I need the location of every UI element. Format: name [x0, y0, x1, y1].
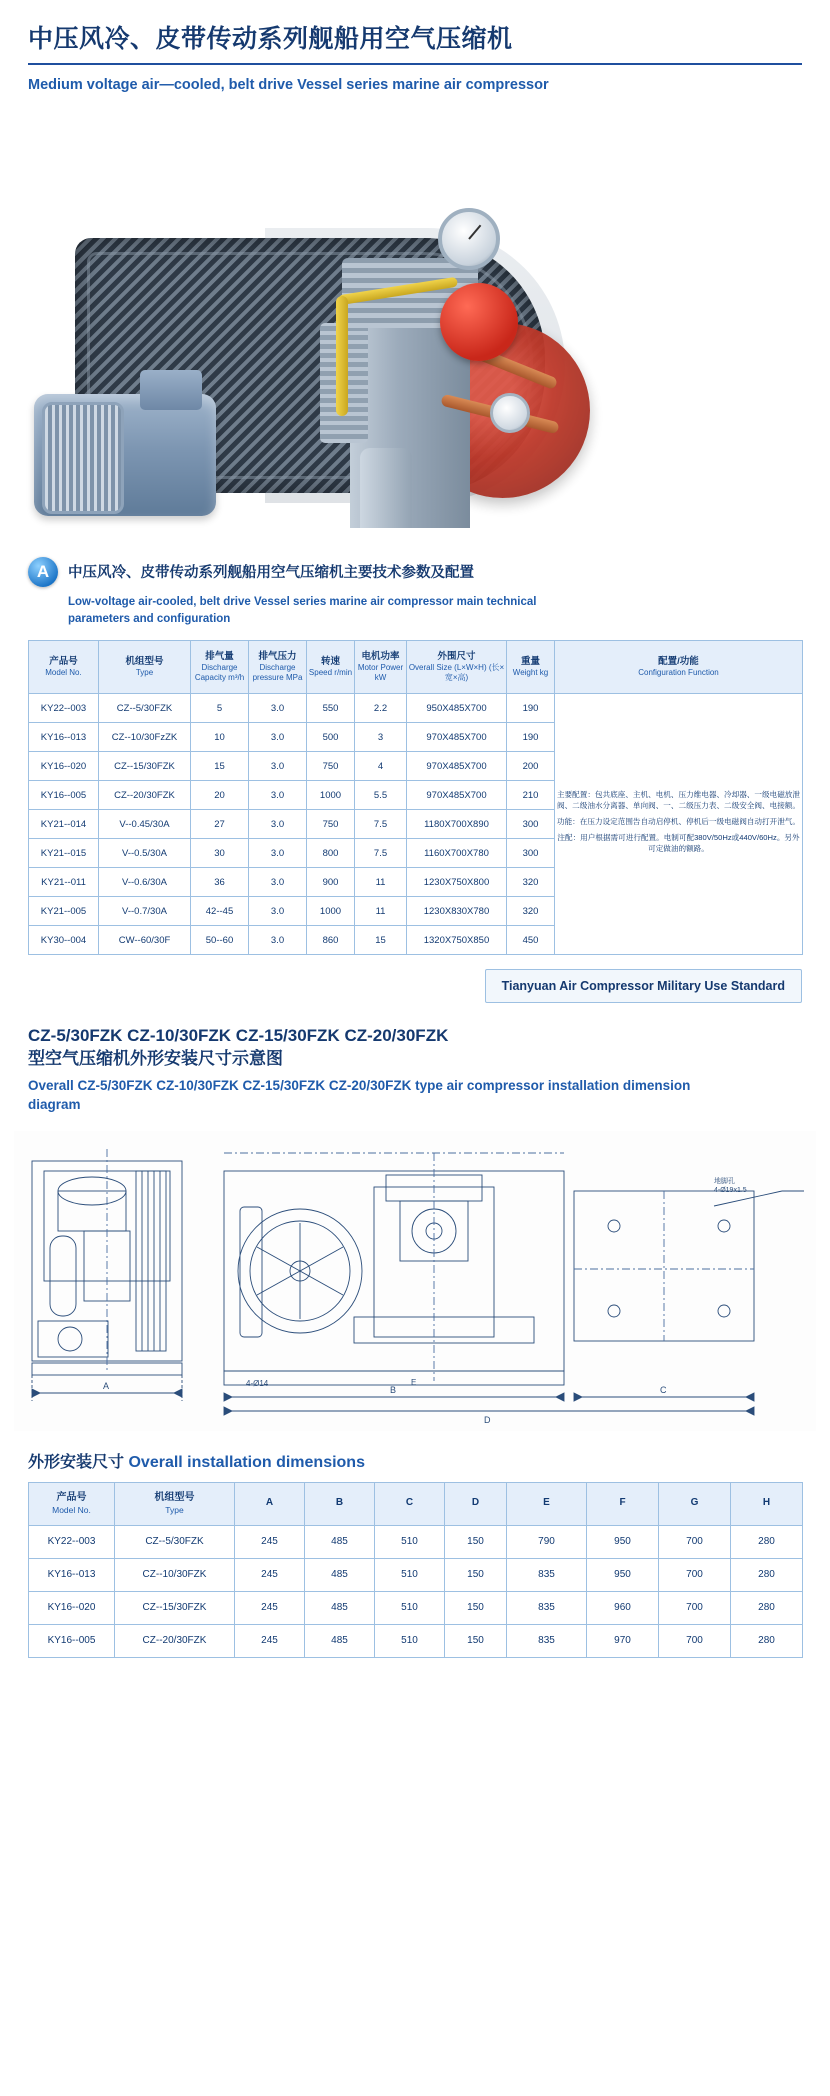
cell-d: 150	[445, 1591, 507, 1624]
cell-size: 970X485X700	[407, 752, 507, 781]
yellow-pipe-vertical	[336, 296, 348, 416]
cell-speed: 550	[307, 694, 355, 723]
cell-c: 510	[375, 1591, 445, 1624]
cell-speed: 500	[307, 723, 355, 752]
cell-power: 5.5	[355, 781, 407, 810]
table-row	[29, 1525, 803, 1558]
cell-pressure: 3.0	[249, 694, 307, 723]
dim-col-b: B	[305, 1482, 375, 1525]
dim-col-model-no: 产品号 Model No.	[29, 1482, 115, 1525]
section-badge-a: A	[28, 557, 58, 587]
cell-capacity: 50--60	[191, 926, 249, 955]
cell-configuration	[555, 694, 803, 955]
military-standard-badge: Tianyuan Air Compressor Military Use Standard	[485, 969, 802, 1003]
cell-h: 280	[731, 1525, 803, 1558]
cell-power: 2.2	[355, 694, 407, 723]
cell-type: CZ--15/30FZK	[115, 1591, 235, 1624]
cell-type: CZ--20/30FZK	[99, 781, 191, 810]
cell-size: 970X485X700	[407, 723, 507, 752]
cell-h: 280	[731, 1624, 803, 1657]
cell-size: 1160X700X780	[407, 839, 507, 868]
cell-model: KY16--013	[29, 723, 99, 752]
dim-col-a: A	[235, 1482, 305, 1525]
cell-d: 150	[445, 1624, 507, 1657]
cell-capacity: 20	[191, 781, 249, 810]
cell-weight: 320	[507, 897, 555, 926]
cell-d: 150	[445, 1558, 507, 1591]
cell-weight: 190	[507, 723, 555, 752]
cell-model: KY21--014	[29, 810, 99, 839]
cell-f: 960	[587, 1591, 659, 1624]
section-b-title-en: Overall CZ-5/30FZK CZ-10/30FZK CZ-15/30FZK CZ-20/30FZK type air compressor installation dimension diagram	[28, 1077, 691, 1112]
cell-model: KY21--015	[29, 839, 99, 868]
cell-weight: 450	[507, 926, 555, 955]
cell-a: 245	[235, 1558, 305, 1591]
col-discharge-capacity: 排气量 Discharge Capacity m³/h	[191, 641, 249, 694]
cell-speed: 900	[307, 868, 355, 897]
dim-label-anchor-spec: 4-Ø19x1.5	[714, 1186, 747, 1194]
cell-speed: 860	[307, 926, 355, 955]
cell-capacity: 30	[191, 839, 249, 868]
cell-size: 1320X750X850	[407, 926, 507, 955]
cell-a: 245	[235, 1591, 305, 1624]
cell-power: 11	[355, 868, 407, 897]
cell-model: KY22--003	[29, 1525, 115, 1558]
col-discharge-pressure: 排气压力 Discharge pressure MPa	[249, 641, 307, 694]
cell-model: KY21--005	[29, 897, 99, 926]
section-b-title-line1: CZ-5/30FZK CZ-10/30FZK CZ-15/30FZK CZ-20/30FZK	[28, 1026, 449, 1046]
dim-col-type: 机组型号 Type	[115, 1482, 235, 1525]
cell-power: 15	[355, 926, 407, 955]
section-a-title-en: Low-voltage air-cooled, belt drive Vessel series marine air compressor main technical parameters and configuration	[68, 595, 537, 625]
cell-c: 510	[375, 1558, 445, 1591]
cell-capacity: 15	[191, 752, 249, 781]
cell-speed: 1000	[307, 781, 355, 810]
cell-size: 1230X830X780	[407, 897, 507, 926]
cell-weight: 320	[507, 868, 555, 897]
dim-label-b: B	[390, 1384, 397, 1395]
technical-parameters-table	[28, 640, 803, 955]
motor-terminal-box	[140, 370, 202, 410]
cell-weight: 210	[507, 781, 555, 810]
cell-g: 700	[659, 1624, 731, 1657]
cell-type: CZ--10/30FZK	[115, 1558, 235, 1591]
page-header	[0, 0, 830, 96]
cell-power: 11	[355, 897, 407, 926]
cell-c: 510	[375, 1525, 445, 1558]
cell-b: 485	[305, 1624, 375, 1657]
cell-capacity: 27	[191, 810, 249, 839]
cell-type: CZ--10/30FzZK	[99, 723, 191, 752]
cell-model: KY16--013	[29, 1558, 115, 1591]
cell-size: 1180X700X890	[407, 810, 507, 839]
section-c	[0, 1431, 830, 1472]
title-divider	[28, 63, 802, 65]
cell-type: CZ--5/30FZK	[115, 1525, 235, 1558]
cell-b: 485	[305, 1558, 375, 1591]
technical-parameters-body	[29, 694, 803, 955]
table-row	[29, 1558, 803, 1591]
cell-weight: 300	[507, 839, 555, 868]
dim-col-c: C	[375, 1482, 445, 1525]
section-a	[0, 556, 830, 629]
cell-f: 950	[587, 1525, 659, 1558]
table-row	[29, 1624, 803, 1657]
cell-pressure: 3.0	[249, 839, 307, 868]
red-air-filter-cap	[440, 283, 518, 361]
config-note-1: 主要配置：包共底座、主机、电机、压力维电器、冷却器、一级电磁放泄阀、二级油水分离器、单向阀、一、二级压力表、二级安全阀、电接额。	[557, 790, 800, 811]
installation-dimensions-table	[28, 1482, 803, 1658]
cell-model: KY16--020	[29, 752, 99, 781]
cell-pressure: 3.0	[249, 723, 307, 752]
product-photo	[20, 108, 810, 528]
page-subtitle: Medium voltage air—cooled, belt drive Vessel series marine air compressor	[28, 76, 549, 93]
col-weight: 重量 Weight kg	[507, 641, 555, 694]
cell-type: V--0.45/30A	[99, 810, 191, 839]
cell-capacity: 36	[191, 868, 249, 897]
section-a-title-cn: 中压风冷、皮带传动系列舰船用空气压缩机主要技术参数及配置	[68, 564, 474, 581]
cell-capacity: 10	[191, 723, 249, 752]
cell-type: V--0.7/30A	[99, 897, 191, 926]
dim-label-anchor: 地脚孔	[714, 1177, 735, 1185]
cell-weight: 200	[507, 752, 555, 781]
cell-model: KY22--003	[29, 694, 99, 723]
cell-model: KY16--005	[29, 781, 99, 810]
cell-power: 7.5	[355, 839, 407, 868]
standard-bar-wrap	[0, 955, 830, 1003]
section-c-title-cn: 外形安装尺寸	[28, 1453, 125, 1471]
cell-e: 835	[507, 1558, 587, 1591]
cell-type: CW--60/30F	[99, 926, 191, 955]
motor-cooling-fins	[42, 402, 124, 514]
cell-model: KY30--004	[29, 926, 99, 955]
cell-f: 950	[587, 1558, 659, 1591]
section-c-heading	[28, 1449, 802, 1472]
cell-model: KY21--011	[29, 868, 99, 897]
col-speed: 转速 Speed r/min	[307, 641, 355, 694]
cell-capacity: 5	[191, 694, 249, 723]
cell-capacity: 42--45	[191, 897, 249, 926]
cell-h: 280	[731, 1591, 803, 1624]
dim-label-c: C	[660, 1384, 667, 1395]
dim-label-e: E	[411, 1377, 417, 1387]
cell-h: 280	[731, 1558, 803, 1591]
cell-size: 950X485X700	[407, 694, 507, 723]
cell-e: 790	[507, 1525, 587, 1558]
page-title: 中压风冷、皮带传动系列舰船用空气压缩机	[28, 25, 513, 53]
cell-type: CZ--20/30FZK	[115, 1624, 235, 1657]
dim-label-a: A	[103, 1380, 110, 1391]
dim-col-d: D	[445, 1482, 507, 1525]
cell-b: 485	[305, 1525, 375, 1558]
cell-size: 970X485X700	[407, 781, 507, 810]
installation-dimensions-body	[29, 1525, 803, 1657]
dim-col-g: G	[659, 1482, 731, 1525]
cell-g: 700	[659, 1591, 731, 1624]
secondary-gauge-icon	[490, 393, 530, 433]
cell-f: 970	[587, 1624, 659, 1657]
cell-type: CZ--5/30FZK	[99, 694, 191, 723]
col-model-no: 产品号 Model No.	[29, 641, 99, 694]
cell-c: 510	[375, 1624, 445, 1657]
cell-pressure: 3.0	[249, 810, 307, 839]
table-row	[29, 694, 803, 723]
section-c-title-en: Overall installation dimensions	[128, 1453, 365, 1471]
cell-g: 700	[659, 1558, 731, 1591]
section-b	[0, 1003, 830, 1115]
cell-pressure: 3.0	[249, 926, 307, 955]
cell-power: 3	[355, 723, 407, 752]
cell-model: KY16--020	[29, 1591, 115, 1624]
dim-col-e: E	[507, 1482, 587, 1525]
cell-pressure: 3.0	[249, 752, 307, 781]
cell-speed: 800	[307, 839, 355, 868]
section-b-title-line2: 型空气压缩机外形安装尺寸示意图	[28, 1048, 283, 1068]
dim-col-h: H	[731, 1482, 803, 1525]
table-row	[29, 1591, 803, 1624]
cell-pressure: 3.0	[249, 868, 307, 897]
cell-size: 1230X750X800	[407, 868, 507, 897]
config-note-2: 功能：在压力设定范围告自动启停机、停机后一级电磁阀自动打开泄气。	[557, 817, 800, 827]
dim-header-row	[29, 1482, 803, 1525]
cell-type: CZ--15/30FZK	[99, 752, 191, 781]
dim-label-holes: 4-Ø14	[246, 1378, 269, 1388]
col-overall-size: 外围尺寸 Overall Size (L×W×H) (长×宽×高)	[407, 641, 507, 694]
cell-pressure: 3.0	[249, 897, 307, 926]
table-header-row	[29, 641, 803, 694]
cell-e: 835	[507, 1591, 587, 1624]
cell-e: 835	[507, 1624, 587, 1657]
dim-label-d: D	[484, 1414, 491, 1425]
oil-water-separator	[360, 448, 412, 528]
drawing-svg	[14, 1131, 816, 1431]
col-type: 机组型号 Type	[99, 641, 191, 694]
cell-weight: 190	[507, 694, 555, 723]
cell-model: KY16--005	[29, 1624, 115, 1657]
cell-speed: 750	[307, 810, 355, 839]
cell-power: 7.5	[355, 810, 407, 839]
cell-type: V--0.5/30A	[99, 839, 191, 868]
cell-a: 245	[235, 1624, 305, 1657]
col-configuration: 配置/功能 Configuration Function	[555, 641, 803, 694]
config-note-3: 注配：用户根据需可进行配置。电制可配380V/50Hz或440V/60Hz。另外可定做油的额路。	[557, 833, 800, 854]
cell-b: 485	[305, 1591, 375, 1624]
col-motor-power: 电机功率 Motor Power kW	[355, 641, 407, 694]
dim-col-f: F	[587, 1482, 659, 1525]
cell-a: 245	[235, 1525, 305, 1558]
cell-speed: 1000	[307, 897, 355, 926]
cell-d: 150	[445, 1525, 507, 1558]
cell-power: 4	[355, 752, 407, 781]
installation-dimension-drawing	[14, 1131, 816, 1431]
pressure-gauge-icon	[438, 208, 500, 270]
cell-type: V--0.6/30A	[99, 868, 191, 897]
cell-speed: 750	[307, 752, 355, 781]
cell-g: 700	[659, 1525, 731, 1558]
cell-pressure: 3.0	[249, 781, 307, 810]
cell-weight: 300	[507, 810, 555, 839]
